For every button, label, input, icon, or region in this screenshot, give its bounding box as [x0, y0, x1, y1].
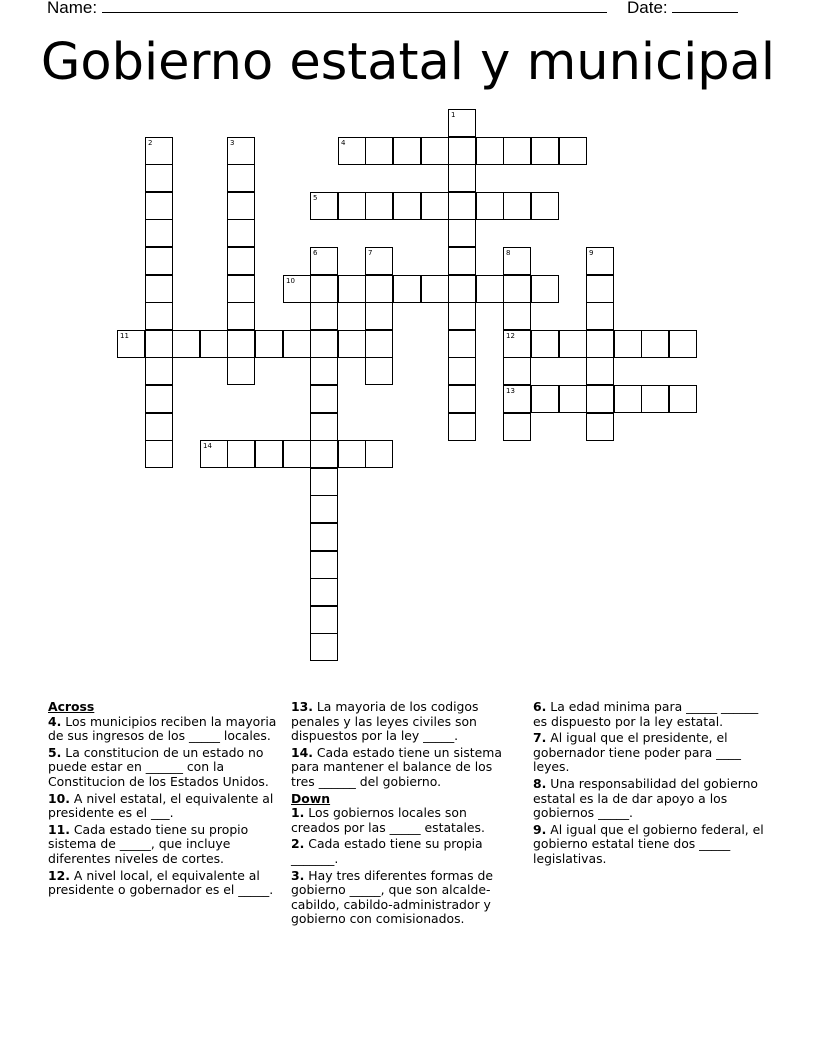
- grid-cell[interactable]: [145, 164, 173, 192]
- clue-number: 12: [506, 332, 515, 340]
- grid-cell[interactable]: [586, 357, 614, 385]
- clue-number: 11: [120, 332, 129, 340]
- grid-cell[interactable]: [559, 330, 587, 358]
- clue-number: 1: [451, 111, 456, 119]
- grid-cell[interactable]: [641, 385, 669, 413]
- grid-cell[interactable]: [365, 330, 393, 358]
- grid-cell[interactable]: [448, 247, 476, 275]
- grid-cell[interactable]: [503, 330, 531, 358]
- grid-cell[interactable]: [145, 302, 173, 330]
- grid-cell[interactable]: [310, 192, 338, 220]
- grid-cell[interactable]: [310, 523, 338, 551]
- grid-cell[interactable]: [421, 137, 449, 165]
- grid-cell[interactable]: [503, 247, 531, 275]
- clue-down-9: 9. Al igual que el gobierno federal, el gobierno estatal tiene dos _____ legislativas.: [533, 821, 764, 866]
- clue-down-7: 7. Al igual que el presidente, el gobernador tiene poder para ____ leyes.: [533, 730, 741, 775]
- grid-cell[interactable]: [365, 357, 393, 385]
- grid-cell[interactable]: [365, 247, 393, 275]
- grid-cell[interactable]: [503, 385, 531, 413]
- grid-cell[interactable]: [531, 330, 559, 358]
- grid-cell[interactable]: [255, 330, 283, 358]
- grid-cell[interactable]: [145, 440, 173, 468]
- grid-cell[interactable]: [365, 192, 393, 220]
- grid-cell[interactable]: [641, 330, 669, 358]
- grid-cell[interactable]: [310, 551, 338, 579]
- grid-cell[interactable]: [476, 275, 504, 303]
- clue-number: 9: [589, 249, 594, 257]
- grid-cell[interactable]: [227, 247, 255, 275]
- grid-cell[interactable]: [227, 357, 255, 385]
- grid-cell[interactable]: [310, 578, 338, 606]
- date-line[interactable]: [672, 0, 738, 13]
- grid-cell[interactable]: [145, 330, 173, 358]
- grid-cell[interactable]: [476, 137, 504, 165]
- grid-cell[interactable]: [448, 330, 476, 358]
- grid-cell[interactable]: [559, 137, 587, 165]
- grid-cell[interactable]: [310, 468, 338, 496]
- grid-cell[interactable]: [448, 164, 476, 192]
- grid-cell[interactable]: [503, 137, 531, 165]
- grid-cell[interactable]: [310, 440, 338, 468]
- grid-cell[interactable]: [145, 219, 173, 247]
- grid-cell[interactable]: [310, 275, 338, 303]
- grid-cell[interactable]: [227, 137, 255, 165]
- page-title: Gobierno estatal y municipal: [40, 33, 776, 92]
- grid-cell[interactable]: [393, 192, 421, 220]
- grid-cell[interactable]: [448, 109, 476, 137]
- grid-cell[interactable]: [365, 302, 393, 330]
- clue-number: 2: [148, 139, 153, 147]
- grid-cell[interactable]: [503, 413, 531, 441]
- grid-cell[interactable]: [586, 275, 614, 303]
- grid-cell[interactable]: [614, 385, 642, 413]
- grid-cell[interactable]: [145, 192, 173, 220]
- grid-cell[interactable]: [200, 440, 228, 468]
- grid-cell[interactable]: [283, 440, 311, 468]
- name-field: [47, 0, 607, 18]
- grid-cell[interactable]: [669, 330, 697, 358]
- grid-cell[interactable]: [227, 330, 255, 358]
- clue-number: 14: [203, 442, 212, 450]
- name-label: Name:: [47, 0, 98, 17]
- clue-across-4: 4. Los municipios reciben la mayoria de sus ingresos de los _____ locales.: [48, 713, 277, 744]
- across-heading: Across: [48, 699, 95, 714]
- grid-cell[interactable]: [310, 357, 338, 385]
- clue-across-5: 5. La constitucion de un estado no puede estar en ______ con la Constitucion de los Estados Unidos.: [48, 744, 269, 789]
- grid-cell[interactable]: [586, 247, 614, 275]
- grid-cell[interactable]: [586, 385, 614, 413]
- grid-cell[interactable]: [117, 330, 145, 358]
- grid-cell[interactable]: [503, 192, 531, 220]
- grid-cell[interactable]: [503, 357, 531, 385]
- grid-cell[interactable]: [531, 192, 559, 220]
- clue-number: 8: [506, 249, 511, 257]
- grid-cell[interactable]: [145, 413, 173, 441]
- grid-cell[interactable]: [586, 413, 614, 441]
- grid-cell[interactable]: [145, 247, 173, 275]
- grid-cell[interactable]: [448, 137, 476, 165]
- grid-cell[interactable]: [421, 192, 449, 220]
- grid-cell[interactable]: [145, 357, 173, 385]
- grid-cell[interactable]: [559, 385, 587, 413]
- grid-cell[interactable]: [338, 192, 366, 220]
- grid-cell[interactable]: [448, 275, 476, 303]
- grid-cell[interactable]: [310, 606, 338, 634]
- grid-cell[interactable]: [448, 357, 476, 385]
- grid-cell[interactable]: [227, 440, 255, 468]
- grid-cell[interactable]: [310, 330, 338, 358]
- clue-across-13: 13. La mayoria de los codigos penales y las leyes civiles son dispuestos por la ley _____.: [291, 699, 479, 744]
- grid-cell[interactable]: [338, 440, 366, 468]
- clues-column-3: [533, 700, 769, 869]
- grid-cell[interactable]: [614, 330, 642, 358]
- grid-cell[interactable]: [669, 385, 697, 413]
- grid-cell[interactable]: [227, 302, 255, 330]
- grid-cell[interactable]: [476, 192, 504, 220]
- date-label: Date:: [627, 0, 668, 17]
- clue-number: 7: [368, 249, 373, 257]
- grid-cell[interactable]: [200, 330, 228, 358]
- clue-across-11: 11. Cada estado tiene su propio sistema de _____, que incluye diferentes niveles de cortes.: [48, 821, 249, 866]
- grid-cell[interactable]: [172, 330, 200, 358]
- clue-number: 13: [506, 387, 515, 395]
- grid-cell[interactable]: [448, 302, 476, 330]
- grid-cell[interactable]: [310, 633, 338, 661]
- grid-cell[interactable]: [283, 330, 311, 358]
- grid-cell[interactable]: [448, 192, 476, 220]
- clue-down-2: 2. Cada estado tiene su propia _______.: [291, 836, 483, 866]
- grid-cell[interactable]: [310, 247, 338, 275]
- grid-cell[interactable]: [448, 385, 476, 413]
- grid-cell[interactable]: [393, 137, 421, 165]
- clue-across-12: 12. A nivel local, el equivalente al presidente o gobernador es el _____.: [48, 867, 274, 898]
- clue-down-3: 3. Hay tres diferentes formas de gobierno _____, que son alcalde-cabildo, cabildo-administrador y gobierno con comisionados.: [291, 867, 494, 927]
- grid-cell[interactable]: [310, 413, 338, 441]
- grid-cell[interactable]: [503, 302, 531, 330]
- clue-across-10: 10. A nivel estatal, el equivalente al presidente es el ___.: [48, 790, 274, 821]
- date-field: [627, 0, 738, 18]
- grid-cell[interactable]: [145, 275, 173, 303]
- name-line[interactable]: [102, 0, 607, 13]
- clue-number: 4: [341, 139, 346, 147]
- clue-number: 5: [313, 194, 318, 202]
- grid-cell[interactable]: [227, 275, 255, 303]
- grid-cell[interactable]: [338, 330, 366, 358]
- grid-cell[interactable]: [227, 164, 255, 192]
- clues-column-1: [48, 700, 280, 900]
- clue-down-6: 6. La edad minima para _____ ______ es dispuesto por la ley estatal.: [533, 699, 759, 729]
- clue-down-1: 1. Los gobiernos locales son creados por las _____ estatales.: [291, 805, 485, 835]
- grid-cell[interactable]: [255, 440, 283, 468]
- grid-cell[interactable]: [310, 495, 338, 523]
- grid-cell[interactable]: [227, 219, 255, 247]
- clue-number: 6: [313, 249, 318, 257]
- grid-cell[interactable]: [421, 275, 449, 303]
- grid-cell[interactable]: [145, 385, 173, 413]
- grid-cell[interactable]: [310, 302, 338, 330]
- clue-number: 3: [230, 139, 235, 147]
- grid-cell[interactable]: [586, 330, 614, 358]
- grid-cell[interactable]: [586, 302, 614, 330]
- grid-cell[interactable]: [393, 275, 421, 303]
- clue-down-8: 8. Una responsabilidad del gobierno estatal es la de dar apoyo a los gobiernos _____.: [533, 775, 759, 821]
- grid-cell[interactable]: [365, 440, 393, 468]
- clue-across-14: 14. Cada estado tiene un sistema para mantener el balance de los tres ______ del gobierno.: [291, 744, 502, 789]
- grid-cell[interactable]: [338, 137, 366, 165]
- grid-cell[interactable]: [227, 192, 255, 220]
- grid-cell[interactable]: [338, 275, 366, 303]
- grid-cell[interactable]: [448, 413, 476, 441]
- grid-cell[interactable]: [145, 137, 173, 165]
- grid-cell[interactable]: [365, 275, 393, 303]
- grid-cell[interactable]: [531, 137, 559, 165]
- grid-cell[interactable]: [310, 385, 338, 413]
- grid-cell[interactable]: [283, 275, 311, 303]
- down-heading: Down: [291, 790, 331, 806]
- grid-cell[interactable]: [448, 219, 476, 247]
- grid-cell[interactable]: [531, 385, 559, 413]
- clue-number: 10: [286, 277, 295, 285]
- grid-cell[interactable]: [503, 275, 531, 303]
- grid-cell[interactable]: [531, 275, 559, 303]
- grid-cell[interactable]: [365, 137, 393, 165]
- clues-column-2: [291, 700, 515, 929]
